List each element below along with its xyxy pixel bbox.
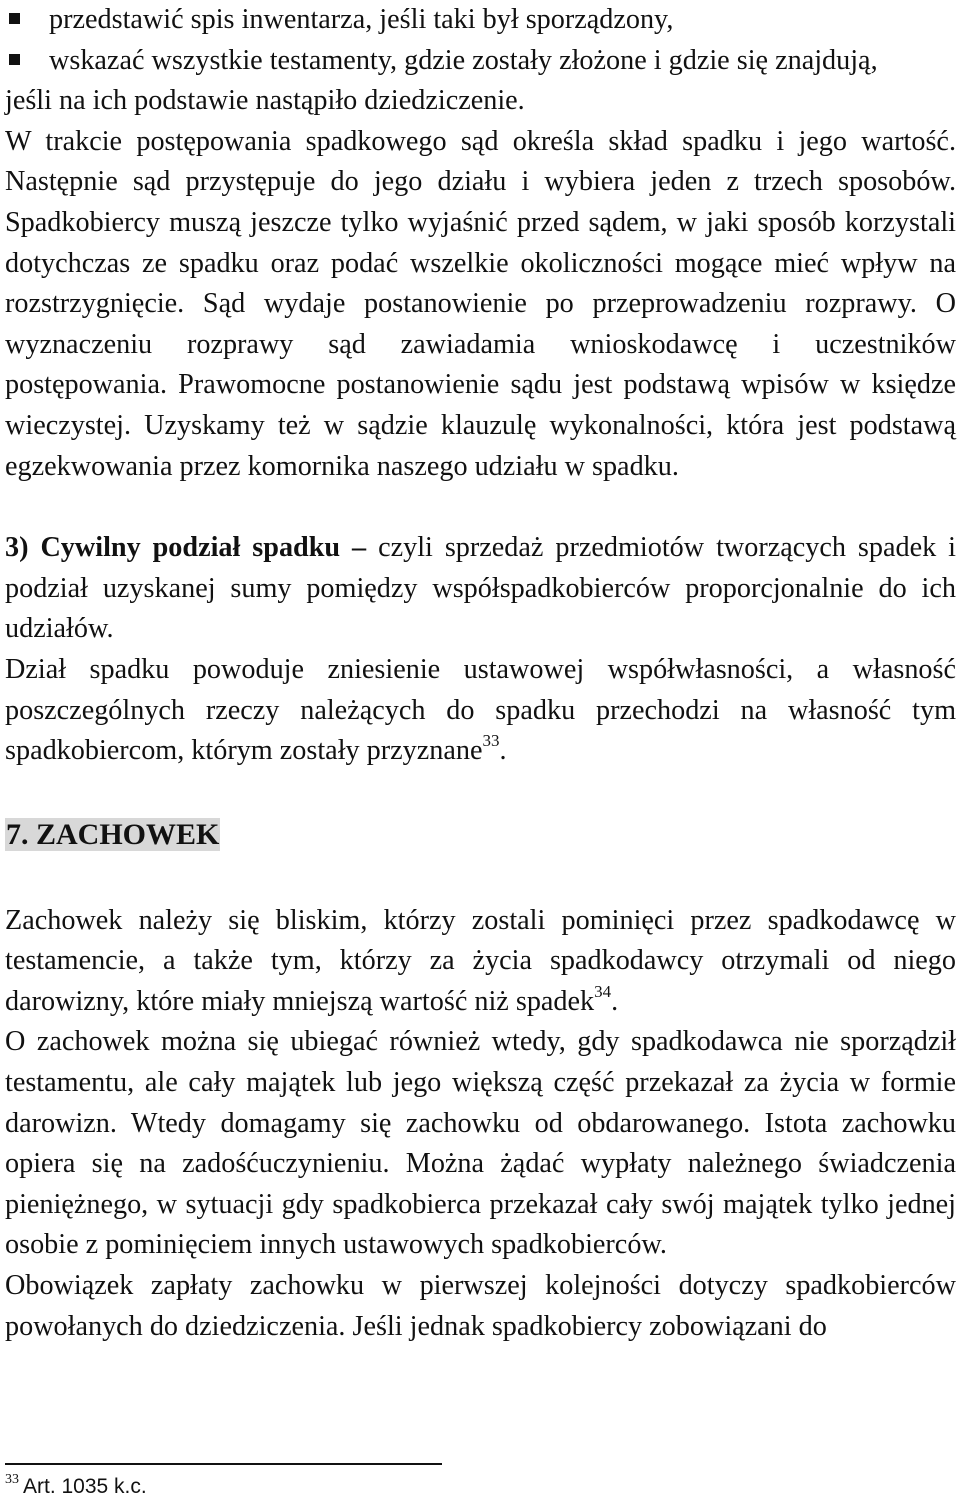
list-item (5, 41, 956, 82)
footnote-ref-34[interactable]: 34 (594, 981, 612, 1001)
spacer (5, 855, 956, 901)
dzial-spadku-text: Dział spadku powoduje zniesienie ustawowej współwłasności, a własność poszczególnych rzeczy należących do spadku przechodzi na własność tym spadkobiercom, którym zostały przyznane (5, 653, 956, 767)
paragraph-postepowanie: W trakcie postępowania spadkowego sąd określa skład spadku i jego wartość. Następnie sąd przystępuje do jego działu i wybiera jeden z trzech sposobów. Spadkobiercy muszą jeszcze tylko wyjaśnić przed sądem, w jaki sposób korzystali dotychczas ze spadku oraz podać wszelkie okoliczności mogące mieć wpływ na rozstrzygnięcie. Sąd wydaje postanowienie po przeprowadzeniu rozprawy. O wyznaczeniu rozprawy sąd zawiadamia wnioskodawcę i uczestników postępowania. Prawomocne postanowienie sądu jest podstawą wpisów w księdze wieczystej. Uzyskamy też w sądzie klauzulę wykonalności, która jest podstawą egzekwowania przez komornika naszego udziału w spadku. (5, 125, 956, 482)
footnote-ref-33[interactable]: 33 (482, 731, 500, 751)
list-item-continuation (5, 81, 956, 122)
footnote-text: Art. 1035 k.c. (23, 1475, 147, 1498)
paragraph-cywilny-podzial (5, 528, 956, 650)
zachowek-intro-text: Zachowek należy się bliskim, którzy zostali pominięci przez spadkodawcę w testamencie, a także tym, którzy za życia spadkodawcy otrzymali od niego darowizny, które miały mniejszą wartość niż spadek (5, 904, 956, 1017)
paragraph-zachowek-darowizny: O zachowek można się ubiegać również wtedy, gdy spadkodawca nie sporządził testamentu, ale cały majątek lub jego większą część przekazał za życia w formie darowizn. Wtedy domagamy się zachowku od obdarowanego. Istota zachowku opiera się na zadośćuczynieniu. Można żądać wypłaty należnego świadczenia pieniężnego, w sytuacji gdy spadkobierca przekazał cały swój majątek tylko jednej osobie z pominięciem innych ustawowych spadkobierców. (5, 1026, 956, 1261)
square-bullet-icon (9, 13, 20, 24)
list-item (5, 0, 956, 41)
zachowek-intro-end: . (611, 985, 619, 1017)
cywilny-podzial-text: czyli sprzedaż przedmiotów tworzących spadek i podział uzyskanej sumy pomiędzy współspadkobierców proporcjonalnie do ich udziałów. (5, 532, 956, 645)
square-bullet-icon (9, 54, 20, 65)
section-heading (5, 815, 956, 855)
footnote-number: 33 (5, 1472, 19, 1487)
cywilny-podzial-heading: 3) Cywilny podział spadku – (5, 532, 367, 564)
bullet-list (5, 0, 956, 122)
list-item-text: przedstawić spis inwentarza, jeśli taki był sporządzony, (49, 4, 674, 35)
paragraph-zachowek-intro (5, 901, 956, 1023)
paragraph-obowiazek-zaplaty: Obowiązek zapłaty zachowku w pierwszej kolejności dotyczy spadkobierców powołanych do dziedziczenia. Jeśli jednak spadkobiercy zobowiązani do (5, 1270, 956, 1342)
footnote-divider (5, 1463, 442, 1465)
spacer (5, 487, 956, 528)
footnote (5, 1474, 147, 1500)
spacer (5, 772, 956, 815)
paragraph-dzial-spadku (5, 650, 956, 772)
section-heading-text: 7. ZACHOWEK (6, 817, 220, 851)
list-item-continuation-text: jeśli na ich podstawie nastąpiło dziedziczenie. (5, 85, 525, 117)
list-item-text: wskazać wszystkie testamenty, gdzie zostały złożone i gdzie się znajdują, (49, 44, 878, 76)
dzial-spadku-end: . (499, 735, 507, 767)
